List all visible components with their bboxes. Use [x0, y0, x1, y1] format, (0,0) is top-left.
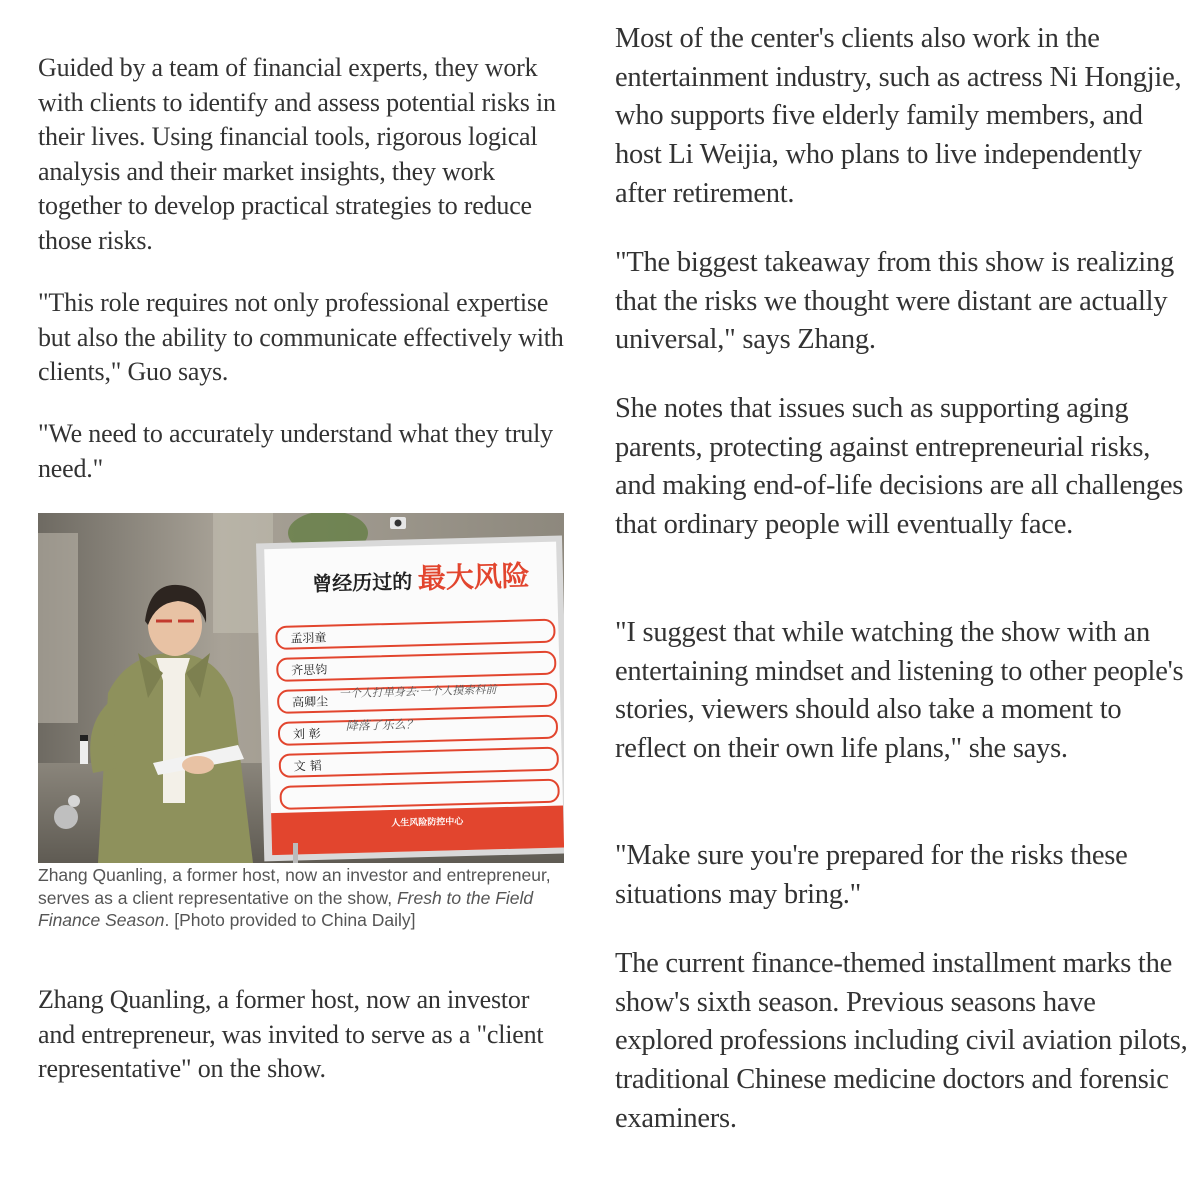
board-title-black: 曾经历过的 [311, 569, 413, 596]
caption-text: Zhang Quanling, a former host, now an investor and entrepreneur, serves as a client representative on the show, [38, 865, 551, 908]
board-title-red: 最大风险 [417, 559, 531, 596]
paragraph-zhang-intro: Zhang Quanling, a former host, now an investor and entrepreneur, was invited to serve as a "client representative" on the show. [38, 985, 544, 1083]
paragraph-issues: She notes that issues such as supporting aging parents, protecting against entrepreneurial risks, and making end-of-life decisions are all challenges that ordinary people will eventually face. [615, 393, 1184, 541]
paragraph-takeaway-quote: "The biggest takeaway from this show is realizing that the risks we thought were distant are actually universal," says Zhang. [615, 247, 1174, 356]
board-footer: 人生风险防控中心 [391, 816, 464, 829]
board-handwriting-1: 一个人打单身去·一个人摸索科前 [338, 683, 497, 701]
whiteboard [285, 555, 556, 829]
board-name-list [290, 621, 330, 782]
paragraph-suggest-quote: "I suggest that while watching the show with an entertaining mindset and listening to other people's stories, viewers should also take a moment to reflect on their own life plans," she says. [615, 617, 1184, 765]
board-name: 齐思钧 [291, 662, 328, 678]
article-photo [38, 513, 564, 863]
board-name: 文 韬 [293, 758, 322, 774]
board-name: 刘 彰 [292, 726, 321, 742]
board-handwriting-2: 降落了乐么？ [345, 717, 418, 734]
caption-show-title: Fresh to the Field Finance Season [38, 887, 534, 930]
paragraph-prepared-quote: "Make sure you're prepared for the risks these situations may bring." [615, 840, 1128, 910]
caption-credit: . [Photo provided to China Daily] [164, 910, 416, 930]
paragraph-understand-quote: "We need to accurately understand what they truly need." [38, 419, 553, 483]
paragraph-experts: Guided by a team of financial experts, they work with clients to identify and assess potential risks in their lives. Using financial tools, rigorous logical analysis and their market insights, they work together to develop practical strategies to reduce those risks. [38, 53, 556, 255]
paragraph-clients: Most of the center's clients also work in the entertainment industry, such as actress Ni Hongjie, who supports five elderly family members, and host Li Weijia, who plans to live independently after retirement. [615, 23, 1182, 209]
board-name: 孟羽童 [290, 630, 327, 646]
photo-caption [38, 864, 558, 932]
paragraph-guo-quote: "This role requires not only professional expertise but also the ability to communicate effectively with clients," Guo says. [38, 288, 564, 386]
paragraph-sixth-season: The current finance-themed installment marks the show's sixth season. Previous seasons have explored professions including civil aviation pilots, traditional Chinese medicine doctors and forensic examiners. [615, 948, 1188, 1134]
board-name: 高卿尘 [291, 694, 329, 710]
